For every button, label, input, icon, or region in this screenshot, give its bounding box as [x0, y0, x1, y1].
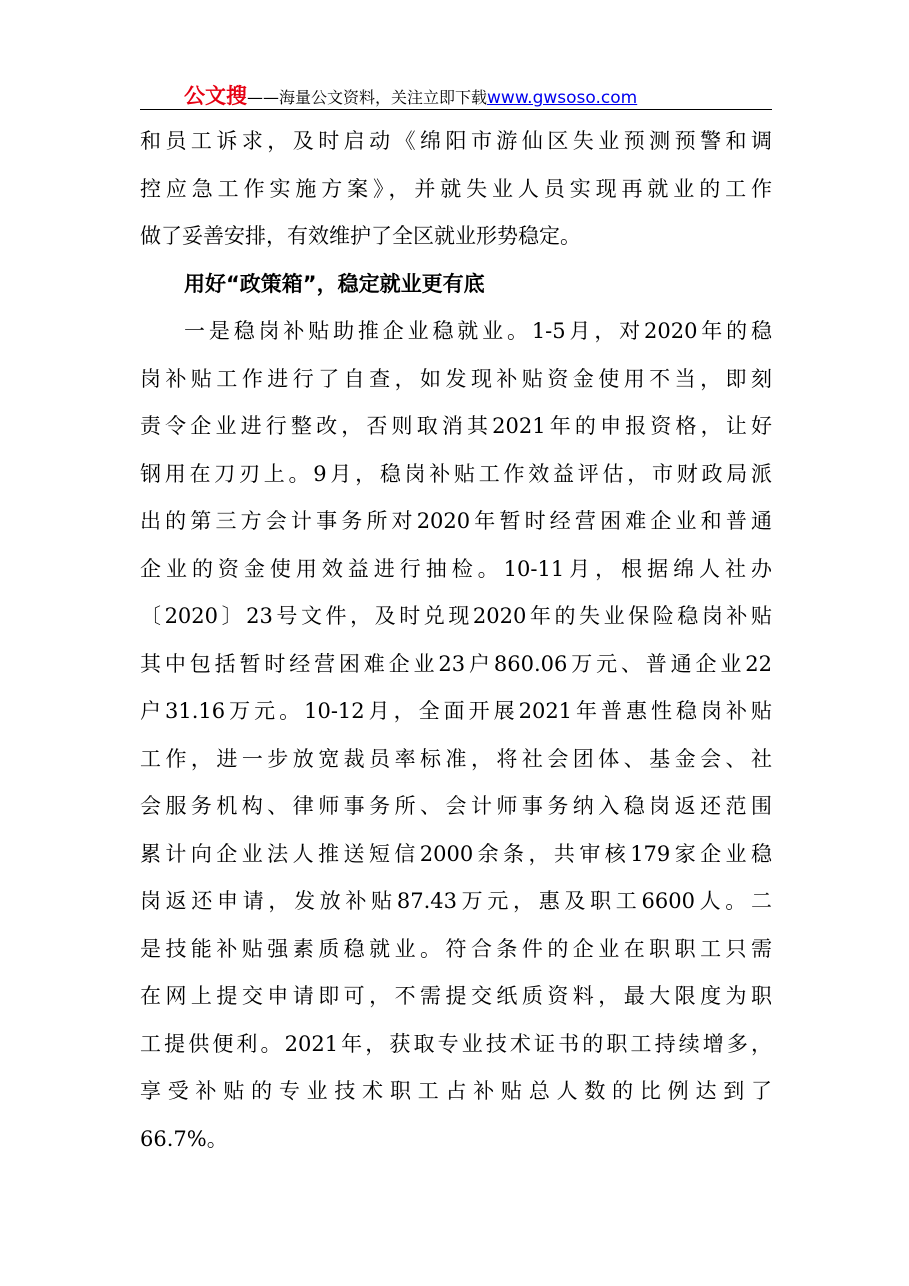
- text-line: 是技能补贴强素质稳就业。符合条件的企业在职职工只需: [140, 936, 772, 961]
- text-line: 钢用在刀刃上。9月，稳岗补贴工作效益评估，市财政局派: [140, 461, 772, 486]
- text-line: 岗返还申请，发放补贴87.43万元，惠及职工6600人。二: [140, 889, 772, 913]
- text-line: 一是稳岗补贴助推企业稳就业。1-5月，对2020年的稳: [184, 319, 772, 343]
- text-line: 66.7%。: [140, 1126, 228, 1151]
- section-heading: 用好“政策箱”，稳定就业更有底: [184, 271, 485, 296]
- text-line: 责令企业进行整改，否则取消其2021年的申报资格，让好: [140, 414, 772, 438]
- text-line: 享受补贴的专业技术职工占补贴总人数的比例达到了: [140, 1079, 772, 1103]
- text-line: 其中包括暂时经营困难企业23户860.06万元、普通企业22: [140, 651, 772, 676]
- header-tagline: ——海量公文资料，关注立即下载: [247, 88, 488, 107]
- page-header: [140, 74, 772, 110]
- text-line: 会服务机构、律师事务所、会计师事务纳入稳岗返还范围: [140, 794, 772, 818]
- text-line: 控应急工作实施方案》，并就失业人员实现再就业的工作: [140, 176, 772, 201]
- text-line: 累计向企业法人推送短信2000余条，共审核179家企业稳: [140, 841, 772, 866]
- text-line: 户31.16万元。10-12月，全面开展2021年普惠性稳岗补贴: [140, 699, 772, 723]
- text-line: 工提供便利。2021年，获取专业技术证书的职工持续增多，: [140, 1031, 772, 1056]
- text-line: 在网上提交申请即可，不需提交纸质资料，最大限度为职: [140, 984, 772, 1008]
- text-line: 和员工诉求，及时启动《绵阳市游仙区失业预测预警和调: [140, 129, 772, 153]
- website-link[interactable]: www.gwsoso.com: [487, 88, 638, 108]
- text-line: 企业的资金使用效益进行抽检。10-11月，根据绵人社办: [140, 556, 772, 581]
- text-line: 岗补贴工作进行了自查，如发现补贴资金使用不当，即刻: [140, 366, 772, 391]
- text-line: 〔2020〕23号文件，及时兑现2020年的失业保险稳岗补贴: [140, 604, 772, 628]
- document-body: [140, 118, 772, 1163]
- text-line: 做了妥善安排，有效维护了全区就业形势稳定。: [140, 224, 581, 248]
- brand-name: 公文搜: [184, 84, 247, 108]
- text-line: 工作，进一步放宽裁员率标准，将社会团体、基金会、社: [140, 746, 772, 771]
- text-line: 出的第三方会计事务所对2020年暂时经营困难企业和普通: [140, 509, 772, 533]
- header-banner: [184, 80, 637, 110]
